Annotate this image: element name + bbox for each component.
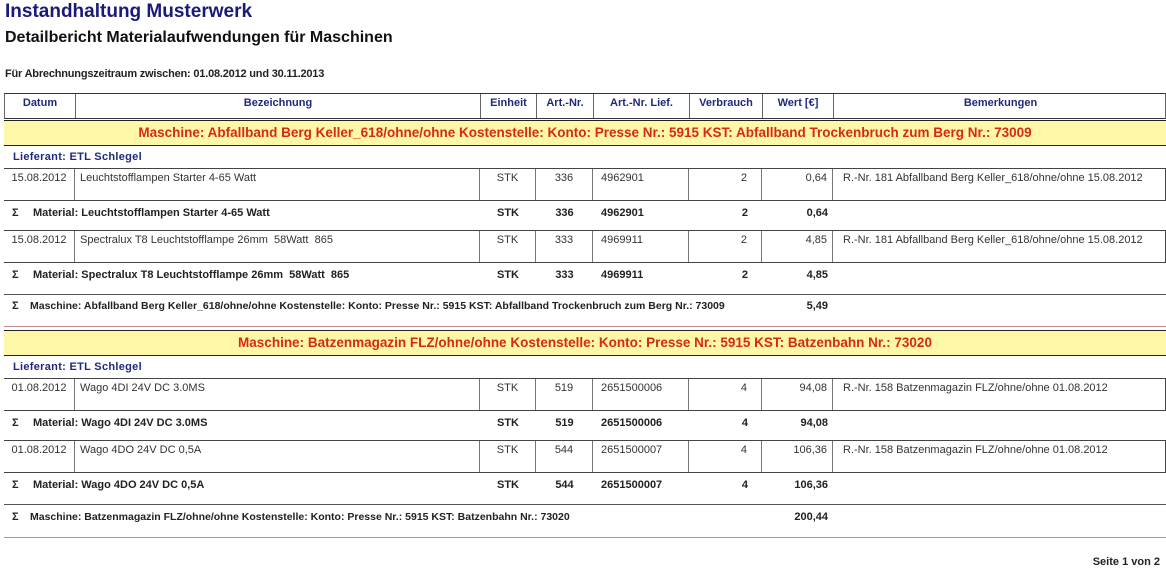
cell-bezeichnung: Wago 4DO 24V DC 0,5A xyxy=(75,441,480,472)
cell-verbrauch: 4 xyxy=(689,441,762,472)
sum-icon: Σ xyxy=(12,417,19,429)
sum-label: Material: Wago 4DI 24V DC 3.0MS xyxy=(33,417,208,429)
cell-bezeichnung: Wago 4DI 24V DC 3.0MS xyxy=(75,379,480,410)
cell-datum: 15.08.2012 xyxy=(4,169,75,200)
cell-art-nr: 519 xyxy=(536,379,593,410)
cell-art-nr-lief: 4962901 xyxy=(593,169,689,200)
cell-einheit: STK xyxy=(480,379,536,410)
cell-wert: 106,36 xyxy=(762,441,833,472)
table-row xyxy=(4,168,1166,201)
machine-sum-row xyxy=(4,504,1166,534)
cell-art-nr-lief: 2651500006 xyxy=(593,379,689,410)
sum-art-nr-lief: 4969911 xyxy=(601,269,644,281)
col-einheit: Einheit xyxy=(481,94,537,118)
material-sum-row xyxy=(4,476,1166,498)
machine-sum-value: 5,49 xyxy=(806,300,828,312)
cell-verbrauch: 2 xyxy=(689,169,762,200)
table-row xyxy=(4,230,1166,263)
col-wert: Wert [€] xyxy=(763,94,834,118)
page-indicator xyxy=(1093,556,1160,568)
sum-einheit: STK xyxy=(497,479,519,491)
page-prefix: Seite xyxy=(1092,556,1119,568)
cell-bezeichnung: Spectralux T8 Leuchtstofflampe 26mm 58Watt 865 xyxy=(75,231,480,262)
sum-art-nr-lief: 2651500006 xyxy=(601,417,663,429)
section-divider xyxy=(4,326,1166,327)
sum-art-nr: 336 xyxy=(555,207,574,219)
page-mid: von xyxy=(1131,556,1151,568)
cell-verbrauch: 2 xyxy=(689,231,762,262)
material-sum-row xyxy=(4,204,1166,226)
sum-label: Material: Leuchtstofflampen Starter 4-65 Watt xyxy=(33,207,270,219)
material-sum-row xyxy=(4,266,1166,288)
sum-verbrauch: 2 xyxy=(741,207,748,219)
sum-art-nr-lief: 2651500007 xyxy=(601,479,663,491)
sum-icon: Σ xyxy=(12,479,19,491)
machine-header: Maschine: Abfallband Berg Keller_618/ohne/ohne Kostenstelle: Konto: Presse Nr.: 5915 KST: Abfallband Trockenbruch zum Berg Nr.: 73009 xyxy=(4,120,1166,146)
sum-label: Material: Spectralux T8 Leuchtstofflampe 26mm 58Watt 865 xyxy=(33,269,350,281)
cell-datum: 01.08.2012 xyxy=(4,441,75,472)
sum-icon: Σ xyxy=(12,269,19,281)
page-total: 2 xyxy=(1153,556,1160,568)
sum-einheit: STK xyxy=(497,417,519,429)
machine-header: Maschine: Batzenmagazin FLZ/ohne/ohne Kostenstelle: Konto: Presse Nr.: 5915 KST: Batzenbahn Nr.: 73020 xyxy=(4,330,1166,356)
cell-art-nr-lief: 4969911 xyxy=(593,231,689,262)
cell-art-nr: 336 xyxy=(536,169,593,200)
col-datum: Datum xyxy=(5,94,76,118)
sum-verbrauch: 4 xyxy=(741,479,748,491)
company-title: Instandhaltung Musterwerk xyxy=(5,1,253,22)
cell-bezeichnung: Leuchtstofflampen Starter 4-65 Watt xyxy=(75,169,480,200)
cell-art-nr: 333 xyxy=(536,231,593,262)
section-divider xyxy=(4,537,1166,538)
table-row xyxy=(4,378,1166,411)
cell-art-nr: 544 xyxy=(536,441,593,472)
col-bezeichnung: Bezeichnung xyxy=(76,94,481,118)
cell-datum: 01.08.2012 xyxy=(4,379,75,410)
cell-bemerkung: R.-Nr. 181 Abfallband Berg Keller_618/ohne/ohne 15.08.2012 xyxy=(843,234,1143,246)
cell-wert: 0,64 xyxy=(762,169,833,200)
cell-wert: 94,08 xyxy=(762,379,833,410)
cell-verbrauch: 4 xyxy=(689,379,762,410)
material-sum-row xyxy=(4,414,1166,436)
sum-wert: 106,36 xyxy=(794,479,828,491)
cell-art-nr-lief: 2651500007 xyxy=(593,441,689,472)
supplier-label: Lieferant: ETL Schlegel xyxy=(13,361,142,373)
sum-icon: Σ xyxy=(12,511,19,523)
sum-label: Material: Wago 4DO 24V DC 0,5A xyxy=(33,479,205,491)
sum-einheit: STK xyxy=(497,269,519,281)
col-verbrauch: Verbrauch xyxy=(690,94,763,118)
cell-bemerkung: R.-Nr. 181 Abfallband Berg Keller_618/ohne/ohne 15.08.2012 xyxy=(843,172,1143,184)
col-bemerkungen: Bemerkungen xyxy=(963,97,1038,109)
sum-wert: 4,85 xyxy=(806,269,828,281)
table-header xyxy=(4,93,1166,119)
sum-icon: Σ xyxy=(12,207,19,219)
cell-einheit: STK xyxy=(480,169,536,200)
machine-sum-value: 200,44 xyxy=(794,511,828,523)
cell-einheit: STK xyxy=(480,441,536,472)
sum-verbrauch: 2 xyxy=(741,269,748,281)
sum-icon: Σ xyxy=(12,300,19,312)
sum-art-nr: 333 xyxy=(555,269,574,281)
sum-einheit: STK xyxy=(497,207,519,219)
sum-wert: 0,64 xyxy=(806,207,828,219)
machine-sum-label: Maschine: Batzenmagazin FLZ/ohne/ohne Kostenstelle: Konto: Presse Nr.: 5915 KST: Batzenbahn Nr.: 73020 xyxy=(30,511,570,523)
sum-verbrauch: 4 xyxy=(741,417,748,429)
period-label: Für Abrechnungszeitraum zwischen: 01.08.2012 und 30.11.2013 xyxy=(5,68,325,80)
supplier-label: Lieferant: ETL Schlegel xyxy=(13,151,142,163)
col-art-nr-lief: Art.-Nr. Lief. xyxy=(594,94,690,118)
col-art-nr: Art.-Nr. xyxy=(537,94,594,118)
cell-datum: 15.08.2012 xyxy=(4,231,75,262)
cell-wert: 4,85 xyxy=(762,231,833,262)
sum-art-nr: 519 xyxy=(555,417,574,429)
sum-art-nr: 544 xyxy=(555,479,574,491)
cell-bemerkung: R.-Nr. 158 Batzenmagazin FLZ/ohne/ohne 01.08.2012 xyxy=(843,382,1108,394)
table-row xyxy=(4,440,1166,473)
cell-einheit: STK xyxy=(480,231,536,262)
page-current: 1 xyxy=(1122,556,1129,568)
report-title: Detailbericht Materialaufwendungen für Maschinen xyxy=(5,29,393,46)
cell-bemerkung: R.-Nr. 158 Batzenmagazin FLZ/ohne/ohne 01.08.2012 xyxy=(843,444,1108,456)
machine-sum-label: Maschine: Abfallband Berg Keller_618/ohne/ohne Kostenstelle: Konto: Presse Nr.: 5915 KST: Abfallband Trockenbruch zum Berg Nr.: 73009 xyxy=(30,300,725,312)
sum-wert: 94,08 xyxy=(800,417,828,429)
sum-art-nr-lief: 4962901 xyxy=(601,207,644,219)
machine-sum-row xyxy=(4,294,1166,320)
